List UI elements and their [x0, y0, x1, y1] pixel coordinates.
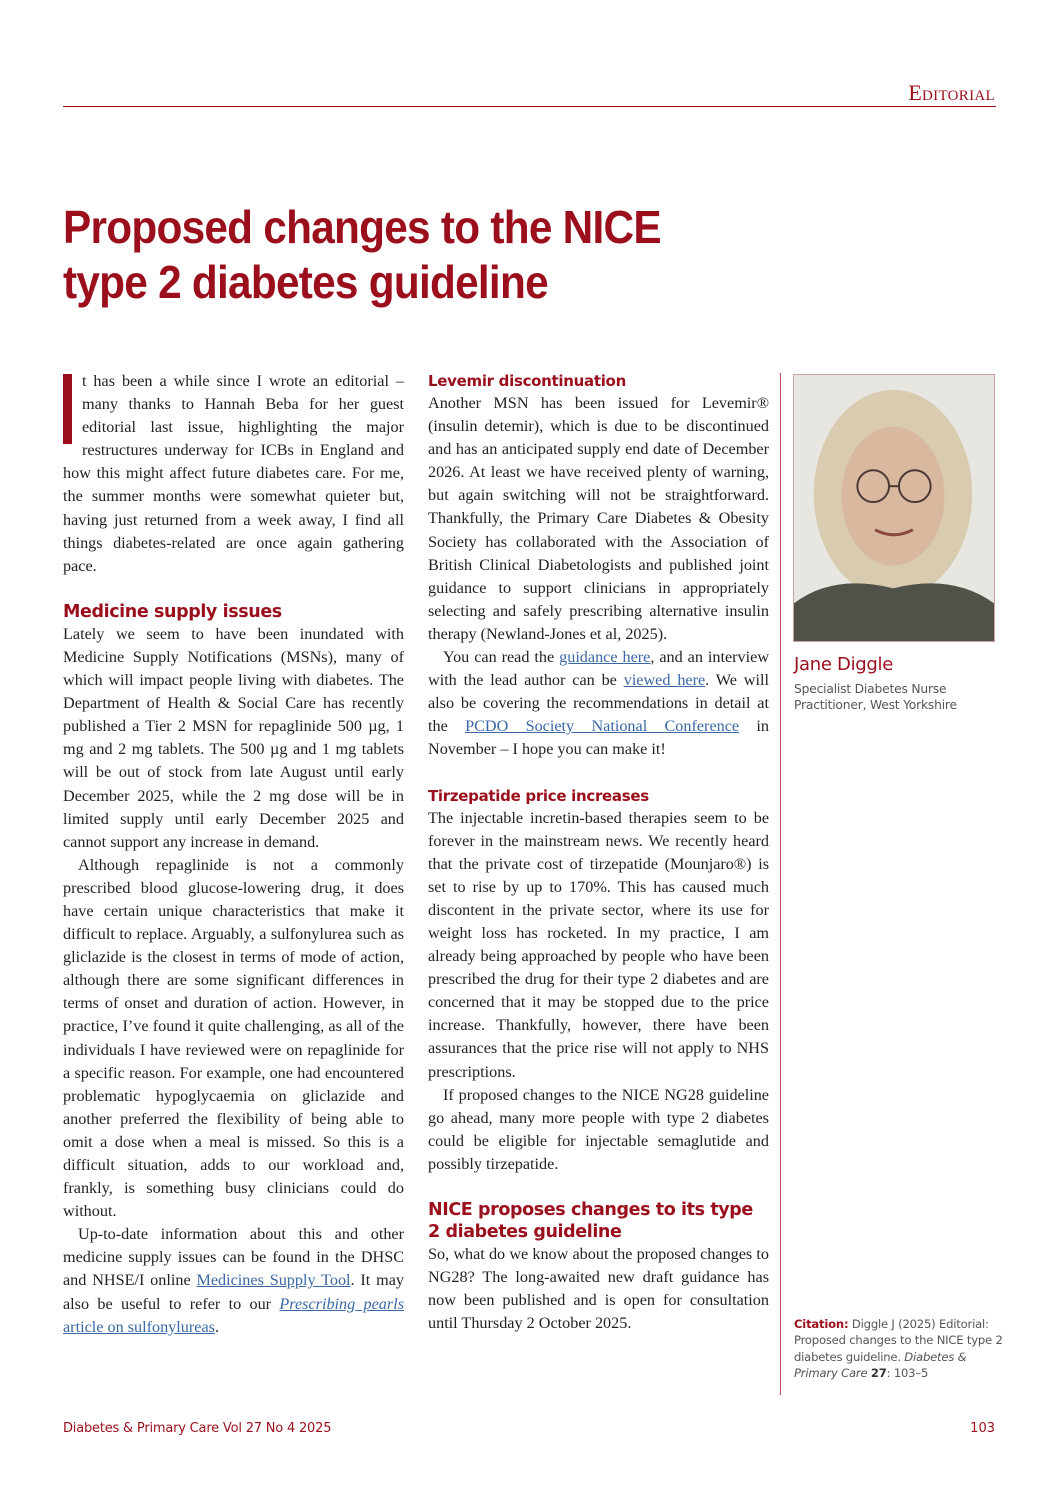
paragraph: If proposed changes to the NICE NG28 guideline go ahead, many more people with type 2 diabetes could be eligible for injectable semaglutide and possibly tirzepatide. — [428, 1085, 769, 1173]
intro-paragraph: t has been a while since I wrote an editorial – many thanks to Hannah Beba for her guest editorial last issue, highlighting the major restructures underway for ICBs in England and how this might affect future diabetes care. For me, the summer months were somewhat quieter but, having just returned from a week away, I find all things diabetes-related are once again gathering pace. — [63, 372, 404, 575]
pcdo-conference-link[interactable]: PCDO Society National Conference — [465, 717, 740, 736]
footer-journal-issue: Diabetes & Primary Care Vol 27 No 4 2025 — [63, 1421, 332, 1436]
paragraph: So, what do we know about the proposed changes to NG28? The long-awaited new draft guidance has now been published and is open for consultation until Thursday 2 October 2025. — [428, 1245, 769, 1333]
dropcap-bar — [63, 374, 72, 444]
header-rule — [63, 106, 996, 107]
section-label: Editorial — [908, 80, 995, 105]
paragraph: Another MSN has been issued for Levemir® (insulin detemir), which is due to be discontinued and has an anticipated supply end date of December 2026. At least we have received plenty of warning, but again switching will not be straightforward. Thankfully, the Primary Care Diabetes & Obesity Society has collaborated with the Association of British Clinical Diabetologists and published joint guidance to support clinicians in appropriately selecting and safely prescribing alternative insulin therapy (Newland-Jones et al, 2025). — [428, 394, 769, 643]
paragraph: You can read the guidance here, and an interview with the lead author can be viewed here. We will also be covering the recommendations in detail at the PCDO Society National Conference in November – I hope you can make it! — [428, 648, 770, 759]
paragraph: Lately we seem to have been inundated with Medicine Supply Notifications (MSNs), many of which will impact people living with diabetes. The Department of Health & Social Care has recently published a Tier 2 MSN for repaglinide 500 µg, 1 mg and 2 mg tablets. The 500 µg and 1 mg tablets will be out of stock from late August until early December 2025, while the 2 mg dose will be in limited supply until early December 2025 and cannot support any increase in demand. — [63, 624, 404, 851]
prescribing-pearls-link[interactable]: Prescribing pearls article on sulfonylureas — [63, 1294, 404, 1336]
citation: Citation: Diggle J (2025) Editorial: Proposed changes to the NICE type 2 diabetes guideline. Diabetes & Primary Care 27: 103–5 — [794, 1317, 1003, 1381]
medicines-supply-tool-link[interactable]: Medicines Supply Tool — [196, 1271, 351, 1290]
column-1 — [63, 370, 404, 1339]
page-number: 103 — [970, 1421, 995, 1436]
author-role: Specialist Diabetes Nurse Practitioner, West Yorkshire — [794, 682, 957, 712]
article-title: Proposed changes to the NICE type 2 diabetes guideline — [63, 201, 661, 308]
column-2 — [428, 370, 769, 1335]
paragraph: Although repaglinide is not a commonly prescribed blood glucose-lowering drug, it does have certain unique characteristics that make it difficult to replace. Arguably, a sulfonylurea such as gliclazide is the closest in terms of mode of action, although there are some significant differences in terms of onset and duration of action. However, in practice, I’ve found it quite challenging, as all of the individuals I have reviewed were on repaglinide for a specific reason. For example, one had encountered problematic hypoglycaemia on gliclazide and another preferred the flexibility of being able to omit a dose when a meal is missed. So this is a difficult situation, adds to our workload and, frankly, is something busy clinicians could do without. — [63, 855, 404, 1221]
column-divider — [780, 373, 781, 1395]
guidance-here-link[interactable]: guidance here — [559, 648, 651, 667]
heading-levemir: Levemir discontinuation — [428, 372, 626, 390]
heading-nice-changes: NICE proposes changes to its type 2 diabetes guideline — [428, 1200, 753, 1242]
author-photo — [793, 374, 995, 642]
portrait-icon — [794, 375, 994, 641]
paragraph: The injectable incretin-based therapies seem to be forever in the mainstream news. We recently heard that the private cost of tirzepatide (Mounjaro®) is set to rise by up to 170%. This has caused much discontent in the private sector, where its use for weight loss has rocketed. In my practice, I am already being approached by people who have been prescribed the drug for their type 2 diabetes and are concerned that it may be stopped due to the price increase. Thankfully, however, there have been assurances that the price rise will not apply to NHS prescriptions. — [428, 808, 769, 1081]
citation-label: Citation: — [794, 1317, 849, 1331]
author-name: Jane Diggle — [794, 654, 894, 675]
heading-medicine-supply: Medicine supply issues — [63, 601, 282, 622]
viewed-here-link[interactable]: viewed here — [623, 671, 706, 690]
paragraph: Up-to-date information about this and other medicine supply issues can be found in the DHSC and NHSE/I online Medicines Supply Tool. It may also be useful to refer to our Prescribing pearls article on sulfonylureas. — [63, 1225, 404, 1336]
heading-tirzepatide: Tirzepatide price increases — [428, 786, 649, 805]
